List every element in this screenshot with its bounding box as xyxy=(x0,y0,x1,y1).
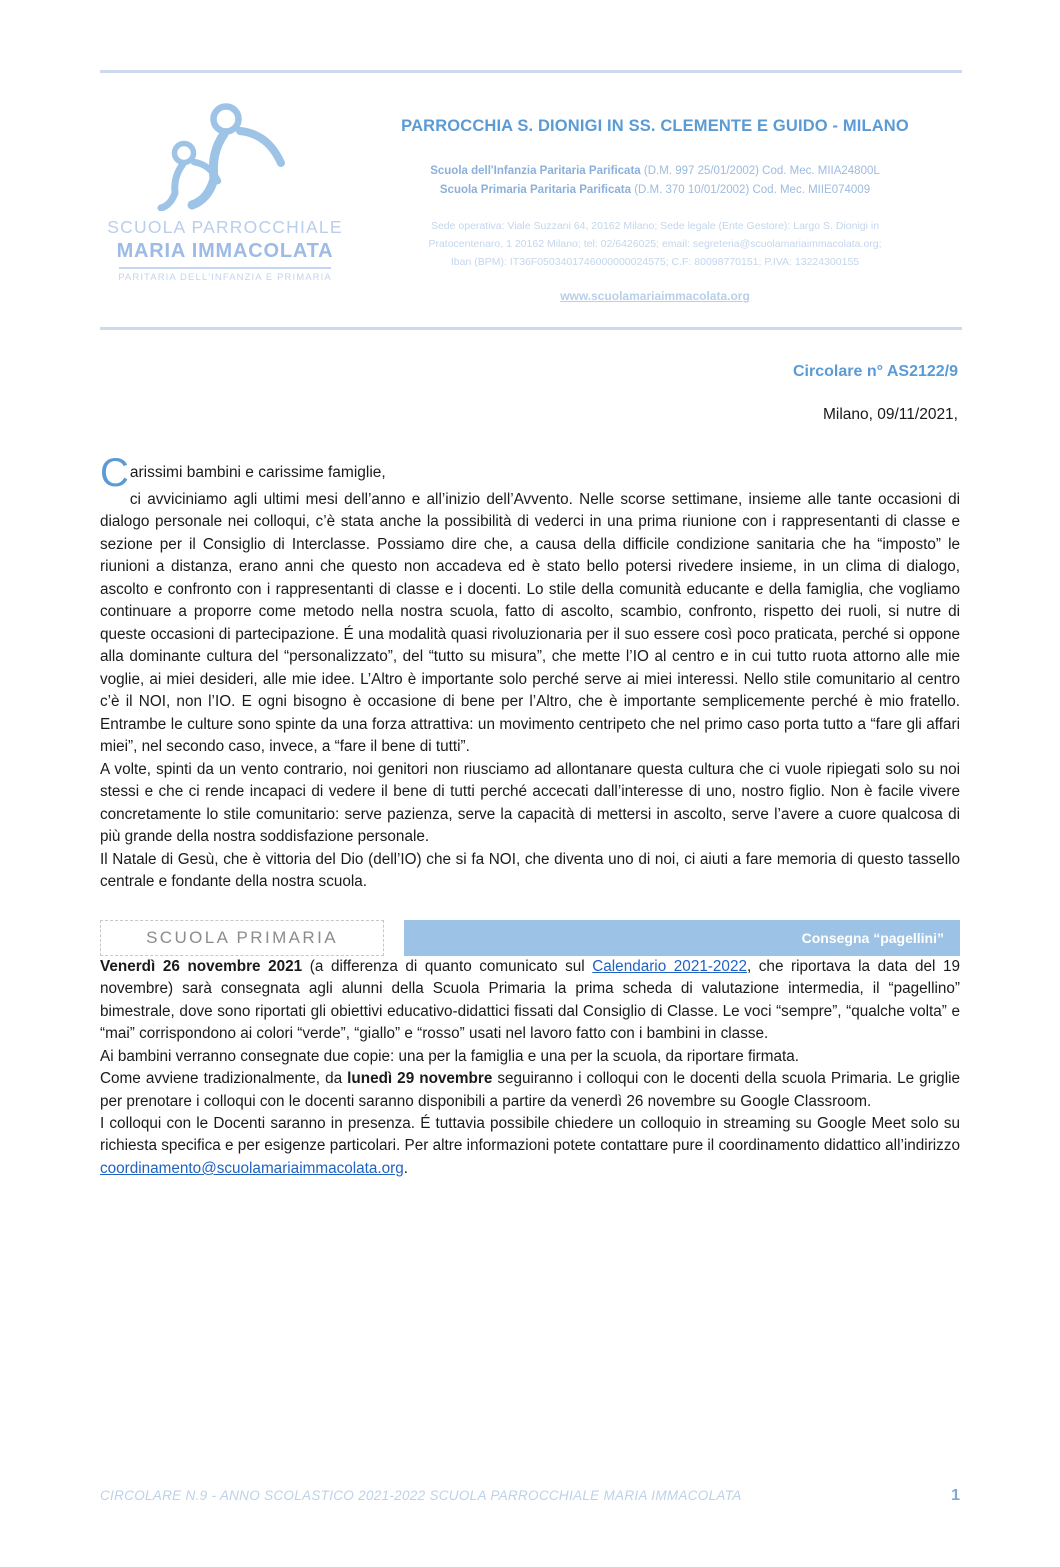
school-infanzia-code: (D.M. 997 25/01/2002) Cod. Mec. MIIA24800L xyxy=(643,165,880,177)
page-footer xyxy=(100,1487,960,1505)
document-page xyxy=(0,70,1060,1567)
address-line-2: Pratocentenaro, 1 20162 Milano; tel: 02/6426025; email: segreteria@scuolamariaimmacolata.org; xyxy=(428,238,882,251)
section-banner-gap xyxy=(384,920,404,956)
section-p1-part-b: , che riportava la data del 19 novembre) sarà consegnata agli alunni della Scuola Primaria la prima scheda di valutazione intermedia, il “pagellino” bimestrale, dove sono riportati gli obiettivi educativo-didattici fissati dal Consiglio di Classe. Le voci “sempre”, “qualche volta” e “mai” corrispondono ai colori “verde”, “giallo” e “rosso” usati nel lavoro fatto con i bambini in classe. xyxy=(100,957,960,1043)
place-and-date: Milano, 09/11/2021, xyxy=(822,406,958,424)
address-line-1: Sede operativa: Viale Suzzani 64, 20162 Milano; Sede legale (Ente Gestore): Largo S. Dionigi in xyxy=(430,220,880,233)
school-primaria-code: (D.M. 370 10/01/2002) Cod. Mec. MIIE074009 xyxy=(634,183,871,196)
section-banner-left-label: SCUOLA PRIMARIA xyxy=(146,927,338,947)
logo-line-2: MARIA IMMACOLATA xyxy=(116,240,334,262)
section-p3-part-b: seguiranno i colloqui con le docenti della scuola Primaria. Le griglie per prenotare i colloqui con le docenti saranno disponibili a partire da venerdì 26 novembre su Google Classroom. xyxy=(100,1070,960,1110)
section-paragraph-4 xyxy=(100,1113,960,1180)
salutation xyxy=(100,451,960,496)
school-primaria-name: Scuola Primaria Paritaria Parificata xyxy=(439,183,632,196)
section-banner-right-label: Consegna “pagellini” xyxy=(801,929,944,946)
footer-text: CIRCOLARE N.9 - ANNO SCOLASTICO 2021-2022 SCUOLA PARROCCHIALE MARIA IMMACOLATA xyxy=(100,1488,742,1503)
letter-paragraph-1: ci avviciniamo agli ultimi mesi dell’anno e all’inizio dell’Avvento. Nelle scorse settimane, insieme alle tante occasioni di dialogo personale nei colloqui, c’è stata anche la possibilità di vederci in una prima riunione con i rappresentanti di classe e sezione per il Consiglio di Interclasse. Possiamo dire che, a causa della difficile condizione sanitaria che ha “imposto” le riunioni a distanza, erano anni che questo non accadeva ed è stato bello potersi rivedere insieme, in un clima di dialogo, ascolto e confronto con i rappresentanti di classe e i docenti. Lo stile della comunità educante e della famiglia, che vogliamo continuare a proporre come metodo nella nostra scuola, fatto di ascolto, scambio, confronto, rispetto dei ruoli, si nutre di queste occasioni di partecipazione. É una modalità quasi rivoluzionaria per il suo essere così poco praticata, perché si oppone alla dominante cultura del “personalizzato”, del “tutto su misura”, che mette l’IO al centro e in cui tutto ruota attorno alle mie voglie, ai miei desideri, alle mie idee. L’Altro è importante solo perché serve ai miei interessi. Nello stile comunitario al centro c’è il NOI, non l’IO. E ogni bisogno è occasione di bene per l’Altro, che è importante semplicemente perché è mio fratello. Entrambe le culture sono spinte da una forza attrattiva: un movimento centripeto che nel primo caso porta tutto a “fare gli affari miei”, nel secondo caso, invece, a “fare il bene di tutti”. xyxy=(100,490,960,756)
salutation-text: arissimi bambini e carissime famiglie, xyxy=(129,464,386,482)
section-bold-date-2: lunedì 29 novembre xyxy=(347,1070,493,1088)
address-block xyxy=(350,217,960,271)
website-link[interactable] xyxy=(350,289,960,303)
section-bold-date-1: Venerdì 26 novembre 2021 xyxy=(100,957,303,975)
drop-cap: C xyxy=(100,451,129,496)
section-banner xyxy=(100,920,960,956)
address-line-3: Iban (BPM): IT36F0503401746000000024575; C.F: 80098770151; P.IVA: 13224300155 xyxy=(450,256,860,269)
school-accreditation-lines xyxy=(350,162,960,199)
letterhead xyxy=(100,73,960,303)
school-infanzia-line xyxy=(350,162,960,181)
circular-number: Circolare n° AS2122/9 xyxy=(793,363,958,381)
section-paragraph-3 xyxy=(100,1068,960,1113)
letter-paragraph-2: A volte, spinti da un vento contrario, noi genitori non riusciamo ad allontanare questa cultura che ci vuole ripiegati solo su noi stessi e che ci rende incapaci di vedere il bene di tutti perché accecati dall’interesse di uno, nostro figlio. Non è facile vivere concretamente lo stile comunitario: serve pazienza, serve la capacità di mettersi in ascolto, serve l’avere a cuore qualcosa di più grande della nostra soddisfazione personale. xyxy=(100,760,960,846)
logo-underline xyxy=(119,267,331,269)
organization-title: PARROCCHIA S. DIONIGI IN SS. CLEMENTE E GUIDO - MILANO xyxy=(401,117,909,135)
school-primaria-line xyxy=(350,181,960,200)
section-p4-part-a: I colloqui con le Docenti saranno in presenza. É tuttavia possibile chiedere un colloquio in streaming su Google Meet solo su richiesta specifica e per esigenze particolari. Per altre informazioni potete contattare pure il coordinamento didattico all’indirizzo xyxy=(100,1115,960,1155)
school-logo xyxy=(100,91,350,283)
section-banner-left xyxy=(100,920,384,956)
section-paragraph-1 xyxy=(100,956,960,1046)
section-p3-part-a: Come avviene tradizionalmente, da xyxy=(100,1070,348,1088)
section-p1-part-a: (a differenza di quanto comunicato sul xyxy=(302,957,593,975)
logo-line-3: PARITARIA DELL'INFANZIA E PRIMARIA xyxy=(118,271,332,283)
section-banner-right xyxy=(404,920,960,956)
section-p4-part-b: . xyxy=(403,1159,409,1177)
calendario-link[interactable]: Calendario 2021-2022 xyxy=(592,957,747,975)
website-url-text: www.scuolamariaimmacolata.org xyxy=(560,289,750,304)
letter-paragraph-3: Il Natale di Gesù, che è vittoria del Dio (dell’IO) che si fa NOI, che diventa uno di noi, ci aiuti a fare memoria di questo tassello centrale e fondante della nostra scuola. xyxy=(100,850,960,891)
coordinamento-email-link[interactable]: coordinamento@scuolamariaimmacolata.org xyxy=(100,1159,404,1177)
header-divider xyxy=(100,327,962,330)
logo-line-1: SCUOLA PARROCCHIALE xyxy=(107,217,343,237)
section-paragraph-2: Ai bambini verranno consegnate due copie: una per la famiglia e una per la scuola, da riportare firmata. xyxy=(100,1047,799,1065)
school-infanzia-name: Scuola dell'Infanzia Paritaria Parificata xyxy=(430,165,641,177)
running-figures-logo-icon xyxy=(140,101,310,211)
letterhead-text xyxy=(350,91,960,303)
page-number: 1 xyxy=(951,1487,960,1504)
